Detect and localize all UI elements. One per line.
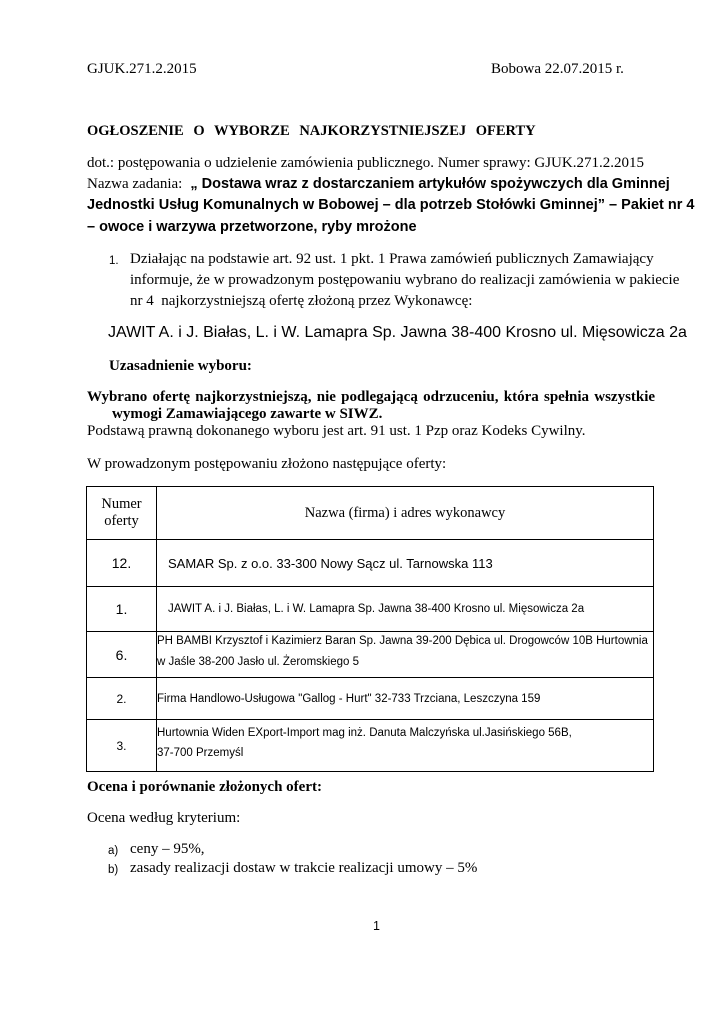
header-contractor-name: Nazwa (firma) i adres wykonawcy: [157, 487, 654, 540]
justification-line2: wymogi Zamawiającego zawarte w SIWZ.: [112, 406, 383, 422]
contractor-name: SAMAR Sp. z o.o. 33-300 Nowy Sącz ul. Tarnowska 113: [157, 540, 654, 587]
criterion-marker: b): [108, 864, 119, 876]
task-name-line: [87, 175, 670, 193]
task-label: Nazwa zadania:: [87, 176, 183, 192]
contractor-name-line2: 37-700 Przemyśl: [157, 746, 244, 759]
table-row: [87, 720, 654, 772]
place-date: Bobowa 22.07.2015 r.: [491, 61, 624, 77]
task-name-part3: – owoce i warzywa przetworzone, ryby mrożone: [87, 219, 417, 235]
criteria-label: Ocena według kryterium:: [87, 810, 241, 826]
offer-number: 2.: [87, 678, 157, 720]
table-row: [87, 587, 654, 632]
table-row: [87, 632, 654, 678]
justification-line1: Wybrano ofertę najkorzystniejszą, nie podlegającą odrzuceniu, która spełnia wszystkie: [87, 389, 656, 405]
point1-number: 1.: [109, 255, 119, 267]
intro-line: dot.: postępowania o udzielenie zamówienia publicznego. Numer sprawy: GJUK.271.2.2015: [87, 155, 644, 171]
offer-number: 6.: [87, 632, 157, 678]
justification-heading: Uzasadnienie wyboru:: [109, 358, 252, 374]
contractor-name: [157, 632, 654, 678]
evaluation-heading: Ocena i porównanie złożonych ofert:: [87, 779, 322, 795]
page-number: 1: [373, 919, 380, 933]
contractor-name-line2: w Jaśle 38-200 Jasło ul. Żeromskiego 5: [157, 655, 359, 668]
contractor-name: Firma Handlowo-Usługowa "Gallog - Hurt" 32-733 Trzciana, Leszczyna 159: [157, 678, 654, 720]
offer-number: 12.: [87, 540, 157, 587]
contractor-name-line1: PH BAMBI Krzysztof i Kazimierz Baran Sp. Jawna 39-200 Dębica ul. Drogowców 10B Hurtownia: [157, 634, 648, 647]
legal-basis: Podstawą prawną dokonanego wyboru jest art. 91 ust. 1 Pzp oraz Kodeks Cywilny.: [87, 423, 586, 439]
header-number-line2: oferty: [104, 513, 139, 529]
contractor-name: JAWIT A. i J. Białas, L. i W. Lamapra Sp. Jawna 38-400 Krosno ul. Mięsowicza 2a: [157, 587, 654, 632]
criterion-text: ceny – 95%,: [130, 841, 205, 857]
criterion-text: zasady realizacji dostaw w trakcie realizacji umowy – 5%: [130, 860, 478, 876]
table-row: [87, 678, 654, 720]
point1-line3: nr 4 najkorzystniejszą ofertę złożoną przez Wykonawcę:: [130, 293, 473, 309]
winning-contractor: JAWIT A. i J. Białas, L. i W. Lamapra Sp. Jawna 38-400 Krosno ul. Mięsowicza 2a: [108, 324, 687, 341]
offers-table: [86, 486, 654, 772]
contractor-name: [157, 720, 654, 772]
reference-number: GJUK.271.2.2015: [87, 61, 197, 77]
table-header-row: [87, 487, 654, 540]
task-name-part2: Jednostki Usług Komunalnych w Bobowej – dla potrzeb Stołówki Gminnej” – Pakiet nr 4: [87, 197, 695, 213]
criterion-marker: a): [108, 845, 119, 857]
offers-intro: W prowadzonym postępowaniu złożono następujące oferty:: [87, 456, 447, 472]
task-name-part1: „ Dostawa wraz z dostarczaniem artykułów spożywczych dla Gminnej: [190, 176, 670, 192]
point1-line2: informuje, że w prowadzonym postępowaniu wybrano do realizacji zamówienia w pakiecie: [130, 272, 680, 288]
offer-number: 1.: [87, 587, 157, 632]
offer-number: 3.: [87, 720, 157, 772]
header-number-line1: Numer: [101, 496, 142, 512]
contractor-name-line1: Hurtownia Widen EXport-Import mag inż. Danuta Malczyńska ul.Jasińskiego 56B,: [157, 726, 572, 739]
point1-line1: Działając na podstawie art. 92 ust. 1 pkt. 1 Prawa zamówień publicznych Zamawiający: [130, 251, 654, 267]
table-row: [87, 540, 654, 587]
header-offer-number: [87, 487, 157, 540]
page-title: OGŁOSZENIE O WYBORZE NAJKORZYSTNIEJSZEJ OFERTY: [87, 123, 536, 139]
